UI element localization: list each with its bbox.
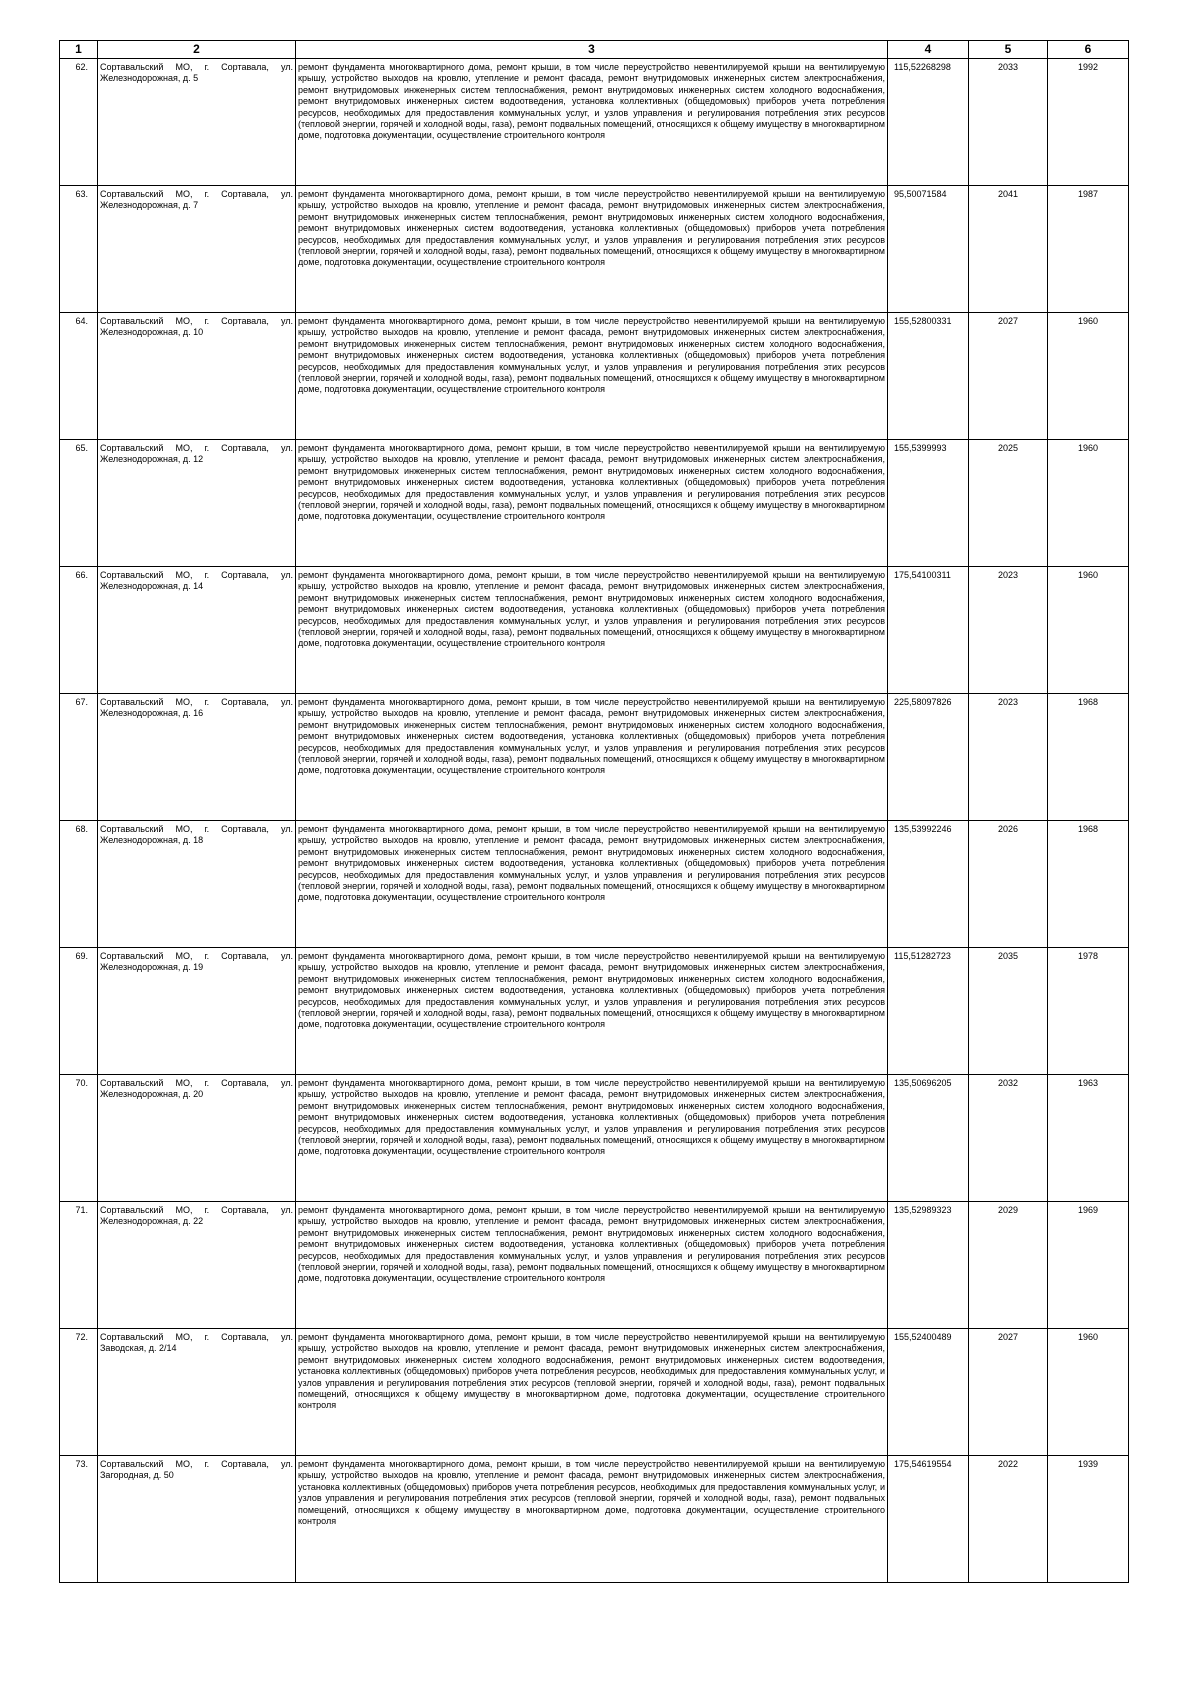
- table-row: [60, 313, 1129, 440]
- col-header-4: 4: [888, 41, 969, 59]
- row-number: 67.: [60, 694, 98, 821]
- address-cell: Сортавальский МО, г. Сортавала, ул. Железнодорожная, д. 7: [98, 186, 296, 313]
- value-cell: 135,53992246: [888, 821, 969, 948]
- year-planned-cell: 2023: [969, 567, 1048, 694]
- value-cell: 175,54100311: [888, 567, 969, 694]
- year-planned-cell: 2033: [969, 59, 1048, 186]
- year-built-cell: 1968: [1048, 694, 1129, 821]
- year-built-cell: 1960: [1048, 313, 1129, 440]
- table-row: [60, 59, 1129, 186]
- works-cell: ремонт фундамента многоквартирного дома, ремонт крыши, в том числе переустройство невентилируемой крыши на вентилируемую крышу, устройство выходов на кровлю, утепление и ремонт фасада, ремонт внутридомовых инженерных систем электроснабжения, ремонт внутридомовых инженерных систем теплоснабжения, ремонт внутридомовых инженерных систем холодного водоснабжения, ремонт внутридомовых инженерных систем водоотведения, установка коллективных (общедомовых) приборов учета потребления ресурсов, необходимых для предоставления коммунальных услуг, и узлов управления и регулирования потребления этих ресурсов (тепловой энергии, горячей и холодной воды, газа), ремонт подвальных помещений, относящихся к общему имуществу в многоквартирном доме, подготовка документации, осуществление строительного контроля: [296, 440, 888, 567]
- table-body: [60, 59, 1129, 1583]
- year-planned-cell: 2041: [969, 186, 1048, 313]
- value-cell: 135,52989323: [888, 1202, 969, 1329]
- row-number: 72.: [60, 1329, 98, 1456]
- year-built-cell: 1963: [1048, 1075, 1129, 1202]
- value-cell: 155,52400489: [888, 1329, 969, 1456]
- year-built-cell: 1960: [1048, 567, 1129, 694]
- table-row: [60, 440, 1129, 567]
- year-planned-cell: 2023: [969, 694, 1048, 821]
- value-cell: 175,54619554: [888, 1456, 969, 1583]
- value-cell: 155,5399993: [888, 440, 969, 567]
- address-cell: Сортавальский МО, г. Сортавала, ул. Загородная, д. 50: [98, 1456, 296, 1583]
- address-cell: Сортавальский МО, г. Сортавала, ул. Железнодорожная, д. 5: [98, 59, 296, 186]
- row-number: 69.: [60, 948, 98, 1075]
- col-header-6: 6: [1048, 41, 1129, 59]
- works-cell: ремонт фундамента многоквартирного дома, ремонт крыши, в том числе переустройство невентилируемой крыши на вентилируемую крышу, устройство выходов на кровлю, утепление и ремонт фасада, ремонт внутридомовых инженерных систем электроснабжения, ремонт внутридомовых инженерных систем теплоснабжения, ремонт внутридомовых инженерных систем холодного водоснабжения, ремонт внутридомовых инженерных систем водоотведения, установка коллективных (общедомовых) приборов учета потребления ресурсов, необходимых для предоставления коммунальных услуг, и узлов управления и регулирования потребления этих ресурсов (тепловой энергии, горячей и холодной воды, газа), ремонт подвальных помещений, относящихся к общему имуществу в многоквартирном доме, подготовка документации, осуществление строительного контроля: [296, 948, 888, 1075]
- year-planned-cell: 2027: [969, 1329, 1048, 1456]
- row-number: 70.: [60, 1075, 98, 1202]
- row-number: 64.: [60, 313, 98, 440]
- col-header-5: 5: [969, 41, 1048, 59]
- year-built-cell: 1939: [1048, 1456, 1129, 1583]
- table-row: [60, 821, 1129, 948]
- row-number: 66.: [60, 567, 98, 694]
- year-built-cell: 1992: [1048, 59, 1129, 186]
- address-cell: Сортавальский МО, г. Сортавала, ул. Железнодорожная, д. 12: [98, 440, 296, 567]
- year-built-cell: 1968: [1048, 821, 1129, 948]
- works-cell: ремонт фундамента многоквартирного дома, ремонт крыши, в том числе переустройство невентилируемой крыши на вентилируемую крышу, устройство выходов на кровлю, утепление и ремонт фасада, ремонт внутридомовых инженерных систем электроснабжения, ремонт внутридомовых инженерных систем теплоснабжения, ремонт внутридомовых инженерных систем холодного водоснабжения, ремонт внутридомовых инженерных систем водоотведения, установка коллективных (общедомовых) приборов учета потребления ресурсов, необходимых для предоставления коммунальных услуг, и узлов управления и регулирования потребления этих ресурсов (тепловой энергии, горячей и холодной воды, газа), ремонт подвальных помещений, относящихся к общему имуществу в многоквартирном доме, подготовка документации, осуществление строительного контроля: [296, 1202, 888, 1329]
- col-header-1: 1: [60, 41, 98, 59]
- document-page: [59, 40, 1128, 1583]
- col-header-3: 3: [296, 41, 888, 59]
- year-built-cell: 1987: [1048, 186, 1129, 313]
- address-cell: Сортавальский МО, г. Сортавала, ул. Железнодорожная, д. 16: [98, 694, 296, 821]
- works-cell: ремонт фундамента многоквартирного дома, ремонт крыши, в том числе переустройство невентилируемой крыши на вентилируемую крышу, устройство выходов на кровлю, утепление и ремонт фасада, ремонт внутридомовых инженерных систем электроснабжения, ремонт внутридомовых инженерных систем теплоснабжения, ремонт внутридомовых инженерных систем холодного водоснабжения, ремонт внутридомовых инженерных систем водоотведения, установка коллективных (общедомовых) приборов учета потребления ресурсов, необходимых для предоставления коммунальных услуг, и узлов управления и регулирования потребления этих ресурсов (тепловой энергии, горячей и холодной воды, газа), ремонт подвальных помещений, относящихся к общему имуществу в многоквартирном доме, подготовка документации, осуществление строительного контроля: [296, 821, 888, 948]
- address-cell: Сортавальский МО, г. Сортавала, ул. Железнодорожная, д. 20: [98, 1075, 296, 1202]
- works-cell: ремонт фундамента многоквартирного дома, ремонт крыши, в том числе переустройство невентилируемой крыши на вентилируемую крышу, устройство выходов на кровлю, утепление и ремонт фасада, ремонт внутридомовых инженерных систем электроснабжения, ремонт внутридомовых инженерных систем теплоснабжения, ремонт внутридомовых инженерных систем холодного водоснабжения, ремонт внутридомовых инженерных систем водоотведения, установка коллективных (общедомовых) приборов учета потребления ресурсов, необходимых для предоставления коммунальных услуг, и узлов управления и регулирования потребления этих ресурсов (тепловой энергии, горячей и холодной воды, газа), ремонт подвальных помещений, относящихся к общему имуществу в многоквартирном доме, подготовка документации, осуществление строительного контроля: [296, 567, 888, 694]
- table-row: [60, 1202, 1129, 1329]
- row-number: 65.: [60, 440, 98, 567]
- row-number: 63.: [60, 186, 98, 313]
- year-planned-cell: 2029: [969, 1202, 1048, 1329]
- address-cell: Сортавальский МО, г. Сортавала, ул. Заводская, д. 2/14: [98, 1329, 296, 1456]
- col-header-2: 2: [98, 41, 296, 59]
- year-planned-cell: 2022: [969, 1456, 1048, 1583]
- table-row: [60, 1456, 1129, 1583]
- works-cell: ремонт фундамента многоквартирного дома, ремонт крыши, в том числе переустройство невентилируемой крыши на вентилируемую крышу, устройство выходов на кровлю, утепление и ремонт фасада, ремонт внутридомовых инженерных систем электроснабжения, установка коллективных (общедомовых) приборов учета потребления ресурсов, необходимых для предоставления коммунальных услуг, и узлов управления и регулирования потребления этих ресурсов (тепловой энергии, горячей и холодной воды, газа), ремонт подвальных помещений, относящихся к общему имуществу в многоквартирном доме, подготовка документации, осуществление строительного контроля: [296, 1456, 888, 1583]
- address-cell: Сортавальский МО, г. Сортавала, ул. Железнодорожная, д. 22: [98, 1202, 296, 1329]
- row-number: 62.: [60, 59, 98, 186]
- address-cell: Сортавальский МО, г. Сортавала, ул. Железнодорожная, д. 10: [98, 313, 296, 440]
- value-cell: 115,51282723: [888, 948, 969, 1075]
- table-row: [60, 567, 1129, 694]
- repair-schedule-table: [59, 40, 1129, 1583]
- address-cell: Сортавальский МО, г. Сортавала, ул. Железнодорожная, д. 19: [98, 948, 296, 1075]
- row-number: 71.: [60, 1202, 98, 1329]
- table-row: [60, 694, 1129, 821]
- table-row: [60, 1329, 1129, 1456]
- year-built-cell: 1960: [1048, 1329, 1129, 1456]
- works-cell: ремонт фундамента многоквартирного дома, ремонт крыши, в том числе переустройство невентилируемой крыши на вентилируемую крышу, устройство выходов на кровлю, утепление и ремонт фасада, ремонт внутридомовых инженерных систем электроснабжения, ремонт внутридомовых инженерных систем теплоснабжения, ремонт внутридомовых инженерных систем холодного водоснабжения, ремонт внутридомовых инженерных систем водоотведения, установка коллективных (общедомовых) приборов учета потребления ресурсов, необходимых для предоставления коммунальных услуг, и узлов управления и регулирования потребления этих ресурсов (тепловой энергии, горячей и холодной воды, газа), ремонт подвальных помещений, относящихся к общему имуществу в многоквартирном доме, подготовка документации, осуществление строительного контроля: [296, 313, 888, 440]
- value-cell: 155,52800331: [888, 313, 969, 440]
- works-cell: ремонт фундамента многоквартирного дома, ремонт крыши, в том числе переустройство невентилируемой крыши на вентилируемую крышу, устройство выходов на кровлю, утепление и ремонт фасада, ремонт внутридомовых инженерных систем электроснабжения, ремонт внутридомовых инженерных систем теплоснабжения, ремонт внутридомовых инженерных систем холодного водоснабжения, ремонт внутридомовых инженерных систем водоотведения, установка коллективных (общедомовых) приборов учета потребления ресурсов, необходимых для предоставления коммунальных услуг, и узлов управления и регулирования потребления этих ресурсов (тепловой энергии, горячей и холодной воды, газа), ремонт подвальных помещений, относящихся к общему имуществу в многоквартирном доме, подготовка документации, осуществление строительного контроля: [296, 59, 888, 186]
- table-row: [60, 948, 1129, 1075]
- year-built-cell: 1978: [1048, 948, 1129, 1075]
- works-cell: ремонт фундамента многоквартирного дома, ремонт крыши, в том числе переустройство невентилируемой крыши на вентилируемую крышу, устройство выходов на кровлю, утепление и ремонт фасада, ремонт внутридомовых инженерных систем электроснабжения, ремонт внутридомовых инженерных систем теплоснабжения, ремонт внутридомовых инженерных систем холодного водоснабжения, ремонт внутридомовых инженерных систем водоотведения, установка коллективных (общедомовых) приборов учета потребления ресурсов, необходимых для предоставления коммунальных услуг, и узлов управления и регулирования потребления этих ресурсов (тепловой энергии, горячей и холодной воды, газа), ремонт подвальных помещений, относящихся к общему имуществу в многоквартирном доме, подготовка документации, осуществление строительного контроля: [296, 694, 888, 821]
- year-built-cell: 1960: [1048, 440, 1129, 567]
- year-planned-cell: 2025: [969, 440, 1048, 567]
- address-cell: Сортавальский МО, г. Сортавала, ул. Железнодорожная, д. 14: [98, 567, 296, 694]
- row-number: 68.: [60, 821, 98, 948]
- value-cell: 225,58097826: [888, 694, 969, 821]
- year-planned-cell: 2026: [969, 821, 1048, 948]
- year-planned-cell: 2032: [969, 1075, 1048, 1202]
- address-cell: Сортавальский МО, г. Сортавала, ул. Железнодорожная, д. 18: [98, 821, 296, 948]
- value-cell: 135,50696205: [888, 1075, 969, 1202]
- year-planned-cell: 2027: [969, 313, 1048, 440]
- value-cell: 115,52268298: [888, 59, 969, 186]
- year-built-cell: 1969: [1048, 1202, 1129, 1329]
- row-number: 73.: [60, 1456, 98, 1583]
- value-cell: 95,50071584: [888, 186, 969, 313]
- works-cell: ремонт фундамента многоквартирного дома, ремонт крыши, в том числе переустройство невентилируемой крыши на вентилируемую крышу, устройство выходов на кровлю, утепление и ремонт фасада, ремонт внутридомовых инженерных систем электроснабжения, ремонт внутридомовых инженерных систем теплоснабжения, ремонт внутридомовых инженерных систем холодного водоснабжения, ремонт внутридомовых инженерных систем водоотведения, установка коллективных (общедомовых) приборов учета потребления ресурсов, необходимых для предоставления коммунальных услуг, и узлов управления и регулирования потребления этих ресурсов (тепловой энергии, горячей и холодной воды, газа), ремонт подвальных помещений, относящихся к общему имуществу в многоквартирном доме, подготовка документации, осуществление строительного контроля: [296, 1075, 888, 1202]
- table-row: [60, 1075, 1129, 1202]
- year-planned-cell: 2035: [969, 948, 1048, 1075]
- table-row: [60, 186, 1129, 313]
- works-cell: ремонт фундамента многоквартирного дома, ремонт крыши, в том числе переустройство невентилируемой крыши на вентилируемую крышу, устройство выходов на кровлю, утепление и ремонт фасада, ремонт внутридомовых инженерных систем электроснабжения, ремонт внутридомовых инженерных систем холодного водоснабжения, ремонт внутридомовых инженерных систем водоотведения, установка коллективных (общедомовых) приборов учета потребления ресурсов, необходимых для предоставления коммунальных услуг, и узлов управления и регулирования потребления этих ресурсов (тепловой энергии, горячей и холодной воды, газа), ремонт подвальных помещений, относящихся к общему имуществу в многоквартирном доме, подготовка документации, осуществление строительного контроля: [296, 1329, 888, 1456]
- header-row: [60, 41, 1129, 59]
- works-cell: ремонт фундамента многоквартирного дома, ремонт крыши, в том числе переустройство невентилируемой крыши на вентилируемую крышу, устройство выходов на кровлю, утепление и ремонт фасада, ремонт внутридомовых инженерных систем электроснабжения, ремонт внутридомовых инженерных систем теплоснабжения, ремонт внутридомовых инженерных систем холодного водоснабжения, ремонт внутридомовых инженерных систем водоотведения, установка коллективных (общедомовых) приборов учета потребления ресурсов, необходимых для предоставления коммунальных услуг, и узлов управления и регулирования потребления этих ресурсов (тепловой энергии, горячей и холодной воды, газа), ремонт подвальных помещений, относящихся к общему имуществу в многоквартирном доме, подготовка документации, осуществление строительного контроля: [296, 186, 888, 313]
